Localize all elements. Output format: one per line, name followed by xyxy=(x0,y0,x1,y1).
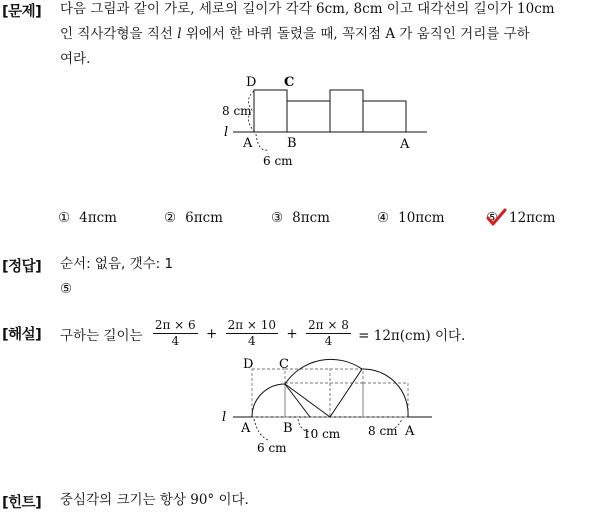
fig2-brace-6cm xyxy=(254,419,268,440)
fig1-label-D: D xyxy=(246,75,257,90)
fig2-radius-2 xyxy=(330,369,362,417)
choice-3-number: ③ xyxy=(271,210,284,226)
solution-tag: [해설] xyxy=(2,327,42,343)
hint-text: 중심각의 크기는 항상 90° 이다. xyxy=(60,492,249,508)
fig1-label-B: B xyxy=(287,136,297,151)
choice-3-text: 8πcm xyxy=(292,210,330,226)
fig1-label-A: A xyxy=(243,136,253,151)
solution-prefix: 구하는 길이는 xyxy=(60,327,143,344)
plus-sign-1: + xyxy=(205,325,218,342)
plus-sign-2: + xyxy=(286,325,298,342)
fig2-label-10cm: 10 cm xyxy=(303,427,341,441)
line-variable: l xyxy=(177,26,182,42)
problem-tag: [문제] xyxy=(2,4,42,20)
fig2-label-8cm: 8 cm xyxy=(368,424,398,438)
fig2-label-C: C xyxy=(279,357,289,372)
fraction-2-denominator: 4 xyxy=(248,334,256,348)
fig2-label-B: B xyxy=(283,421,293,436)
choice-5-text: 12πcm xyxy=(509,210,556,226)
choice-1-text: 4πcm xyxy=(79,210,117,226)
fig2-label-A: A xyxy=(241,421,251,436)
fig1-label-A2: A xyxy=(400,137,410,152)
fraction-3-numerator: 2π × 8 xyxy=(307,318,349,332)
fig1-label-6cm: 6 cm xyxy=(263,154,293,168)
solution-result: = 12π(cm) 이다. xyxy=(358,327,466,344)
fig2-label-6cm: 6 cm xyxy=(257,441,287,455)
fraction-3-denominator: 4 xyxy=(324,334,333,348)
answer-tag: [정답] xyxy=(2,259,42,275)
fig2-arc-1 xyxy=(252,384,285,417)
fig2-arc-2 xyxy=(285,359,362,384)
problem-line-1: 다음 그림과 같이 가로, 세로의 길이가 각각 6cm, 8cm 이고 대각선의 길이가 10cm xyxy=(60,1,555,17)
choice-5-number: ⑤ xyxy=(486,210,499,226)
fig1-label-C: C xyxy=(284,75,295,90)
fig2-label-A2: A xyxy=(405,424,415,439)
fig2-label-l: l xyxy=(222,410,227,425)
fraction-2-numerator: 2π × 10 xyxy=(227,318,277,332)
fig1-label-8cm: 8 cm xyxy=(222,104,252,118)
answer-line-2: ⑤ xyxy=(60,281,73,297)
problem-line-3: 여라. xyxy=(60,51,91,67)
fig2-label-D: D xyxy=(243,357,254,372)
fig2-radius-1 xyxy=(285,384,330,417)
choice-4-text: 10πcm xyxy=(398,210,445,226)
choice-4-number: ④ xyxy=(377,210,390,226)
problem-line-2-pre: 인 직사각형을 직선 xyxy=(60,26,178,42)
hint-tag: [힌트] xyxy=(2,495,42,511)
answer-line-1: 순서: 없음, 갯수: 1 xyxy=(60,256,174,272)
choice-2-text: 6πcm xyxy=(185,210,223,226)
fraction-1-numerator: 2π × 6 xyxy=(154,318,196,332)
choice-1-number: ① xyxy=(58,210,71,226)
fig1-label-l: l xyxy=(224,125,229,140)
fig2-radius-3 xyxy=(285,384,310,417)
fig2-rect-initial xyxy=(252,369,285,417)
fraction-1-denominator: 4 xyxy=(171,334,180,348)
problem-line-2-post: 위에서 한 바퀴 돌렸을 때, 꼭지점 A 가 움직인 거리를 구하 xyxy=(181,26,530,42)
choice-2-number: ② xyxy=(164,210,177,226)
fig2-rect-rolled-3 xyxy=(363,383,408,417)
fig2-arc-3 xyxy=(362,369,408,417)
